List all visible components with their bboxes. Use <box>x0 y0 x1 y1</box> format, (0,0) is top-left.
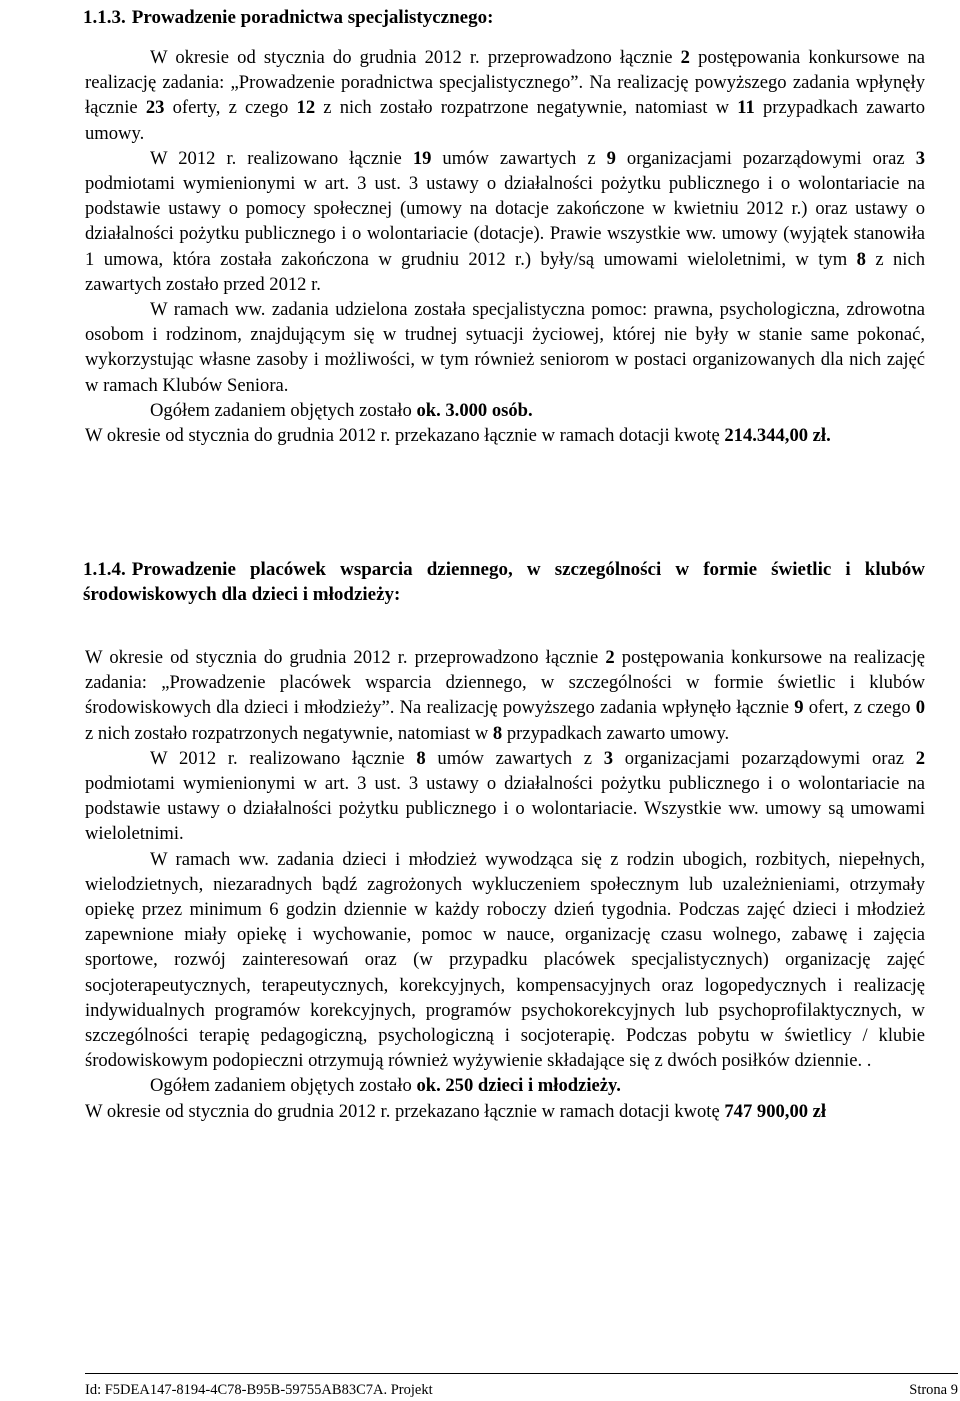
bold-number: 8 <box>416 747 426 769</box>
bold-number: 2 <box>605 647 615 668</box>
bold-number: 0 <box>915 697 925 719</box>
text-run: W 2012 r. realizowano łącznie <box>150 747 417 769</box>
text-run: organizacjami pozarządowymi oraz <box>615 147 916 169</box>
text-run: W 2012 r. realizowano łącznie <box>150 147 413 169</box>
text-run: Ogółem zadaniem objętych zostało <box>150 399 417 421</box>
section-body-1-1-4 <box>85 645 925 1124</box>
bold-amount: 747 900,00 zł <box>724 1100 827 1122</box>
bold-number: 2 <box>915 747 926 769</box>
bold-number: 9 <box>606 147 616 169</box>
text-run: umów zawartych z <box>431 147 607 169</box>
text-run: W okresie od stycznia do grudnia 2012 r. przeprowadzono łącznie <box>150 47 681 68</box>
bold-number: 23 <box>145 97 165 119</box>
paragraph <box>85 1073 925 1098</box>
page-number: Strona 9 <box>909 1382 958 1398</box>
bold-number: 19 <box>412 147 432 169</box>
section-heading-1-1-4 <box>83 557 925 607</box>
paragraph <box>85 45 925 146</box>
text-run: W okresie od stycznia do grudnia 2012 r. przeprowadzono łącznie <box>85 647 606 668</box>
section-number: 1.1.3. <box>83 7 126 28</box>
text-run: ofert, z czego <box>803 697 916 719</box>
bold-number: 3 <box>915 147 925 169</box>
text-run: postępowania konkursowe na realizację zadania: „Prowadzenie poradnictwa specjalistycznego”. Na realizację powyższego zadania wpłynęły łącznie <box>85 47 925 119</box>
paragraph <box>85 423 925 448</box>
text-run: organizacjami pozarządowymi oraz <box>613 747 916 769</box>
text-run: podmiotami wymienionymi w art. 3 ust. 3 ustawy o działalności pożytku publicznego i o wolontariacie na podstawie ustawy o działalności pożytku publicznego i o wolontariacie. Wszystkie ww. umowy są umowami wieloletnimi. <box>85 773 925 845</box>
bold-total: ok. 250 dzieci i młodzieży. <box>416 1075 621 1097</box>
section-heading-1-1-3 <box>83 5 925 30</box>
bold-amount: 214.344,00 zł. <box>724 425 831 447</box>
bold-number: 2 <box>680 47 690 68</box>
text-run: przypadkach zawarto umowy. <box>85 97 925 144</box>
bold-total: ok. 3.000 osób. <box>416 399 533 421</box>
footer-divider <box>85 1373 958 1374</box>
text-run: przypadkach zawarto umowy. <box>502 722 730 744</box>
text-run: W okresie od stycznia do grudnia 2012 r. przekazano łącznie w ramach dotacji kwotę <box>85 425 725 447</box>
section-title: Prowadzenie poradnictwa specjalistycznego: <box>131 7 494 28</box>
bold-number: 8 <box>856 248 866 270</box>
section-title: Prowadzenie placówek wsparcia dziennego, w szczególności w formie świetlic i klubów środowiskowych dla dzieci i młodzieży: <box>83 559 925 606</box>
text-run: postępowania konkursowe na realizację zadania: „Prowadzenie placówek wsparcia dziennego, w szczególności w formie świetlic i klubów środowiskowych dla dzieci i młodzieży”. Na realizację powyższego zadania wpłynęło łącznie <box>85 647 926 719</box>
section-body-1-1-3 <box>85 45 925 448</box>
bold-number: 11 <box>737 97 755 119</box>
text-run: Ogółem zadaniem objętych zostało <box>150 1075 417 1097</box>
text-run: z nich zostało rozpatrzonych negatywnie, natomiast w <box>85 722 493 744</box>
paragraph <box>85 146 925 297</box>
bold-number: 8 <box>492 722 503 744</box>
bold-number: 9 <box>794 697 804 719</box>
section-number: 1.1.4. <box>83 559 126 580</box>
text-run: z nich zostało rozpatrzone negatywnie, natomiast w <box>315 97 738 119</box>
bold-number: 12 <box>296 97 316 119</box>
text-run: W okresie od stycznia do grudnia 2012 r. przekazano łącznie w ramach dotacji kwotę <box>85 1100 725 1122</box>
paragraph: W ramach ww. zadania dzieci i młodzież wywodząca się z rodzin ubogich, rozbitych, niepełnych, wielodzietnych, niezaradnych bądź zagrożonych wykluczeniem społecznym lub uzależnieniami, otrzymały opiekę przez minimum 6 godzin dziennie w każdy roboczy dzień tygodnia. Podczas zajęć dzieci i młodzież zapewnione miały opiekę i wychowanie, pomoc w nauce, organizację czasu wolnego, zabawę i zajęcia sportowe, rozwój zainteresowań oraz (w przypadku placówek specjalistycznych) organizację zajęć socjoterapeutycznych, terapeutycznych, korekcyjnych, kompensacyjnych oraz logopedycznych i realizację indywidualnych programów korekcyjnych, programów psychokorekcyjnych lub psychoprofilaktycznych, w szczególności terapię pedagogiczną, psychologiczną i socjoterapię. Podczas pobytu w świetlicy / klubie środowiskowym podopieczni otrzymują również wyżywienie składające się z dwóch posiłków dziennie. . <box>85 848 925 1072</box>
text-run: podmiotami wymienionymi w art. 3 ust. 3 ustawy o działalności pożytku publicznego i o wolontariacie na podstawie ustawy o pomocy społecznej (umowy na dotacje zakończone w kwietniu 2012 r.) oraz ustawy o działalności pożytku publicznego i o wolontariacie (dotacje). Prawie wszystkie ww. umowy (wyjątek stanowiła 1 umowa, która została zakończona w grudniu 2012 r.) były/są umowami wieloletnimi, w tym <box>85 173 925 270</box>
paragraph <box>85 1099 925 1124</box>
text-run: umów zawartych z <box>425 747 604 769</box>
text-run: oferty, z czego <box>164 97 297 119</box>
text-run: z nich zawartych zostało przed 2012 r. <box>85 248 926 295</box>
paragraph <box>85 746 925 847</box>
paragraph: W ramach ww. zadania udzielona została specjalistyczna pomoc: prawna, psychologiczna, zdrowotna osobom i rodzinom, znajdującym się w trudnej sytuacji życiowej, której nie były w stanie same pokonać, wykorzystując własne zasoby i możliwości, w tym również seniorom w postaci organizowanych dla nich zajęć w ramach Klubów Seniora. <box>85 299 925 396</box>
paragraph <box>85 645 925 746</box>
paragraph <box>85 398 925 423</box>
document-id: Id: F5DEA147-8194-4C78-B95B-59755AB83C7A. Projekt <box>85 1382 433 1398</box>
bold-number: 3 <box>603 747 614 769</box>
